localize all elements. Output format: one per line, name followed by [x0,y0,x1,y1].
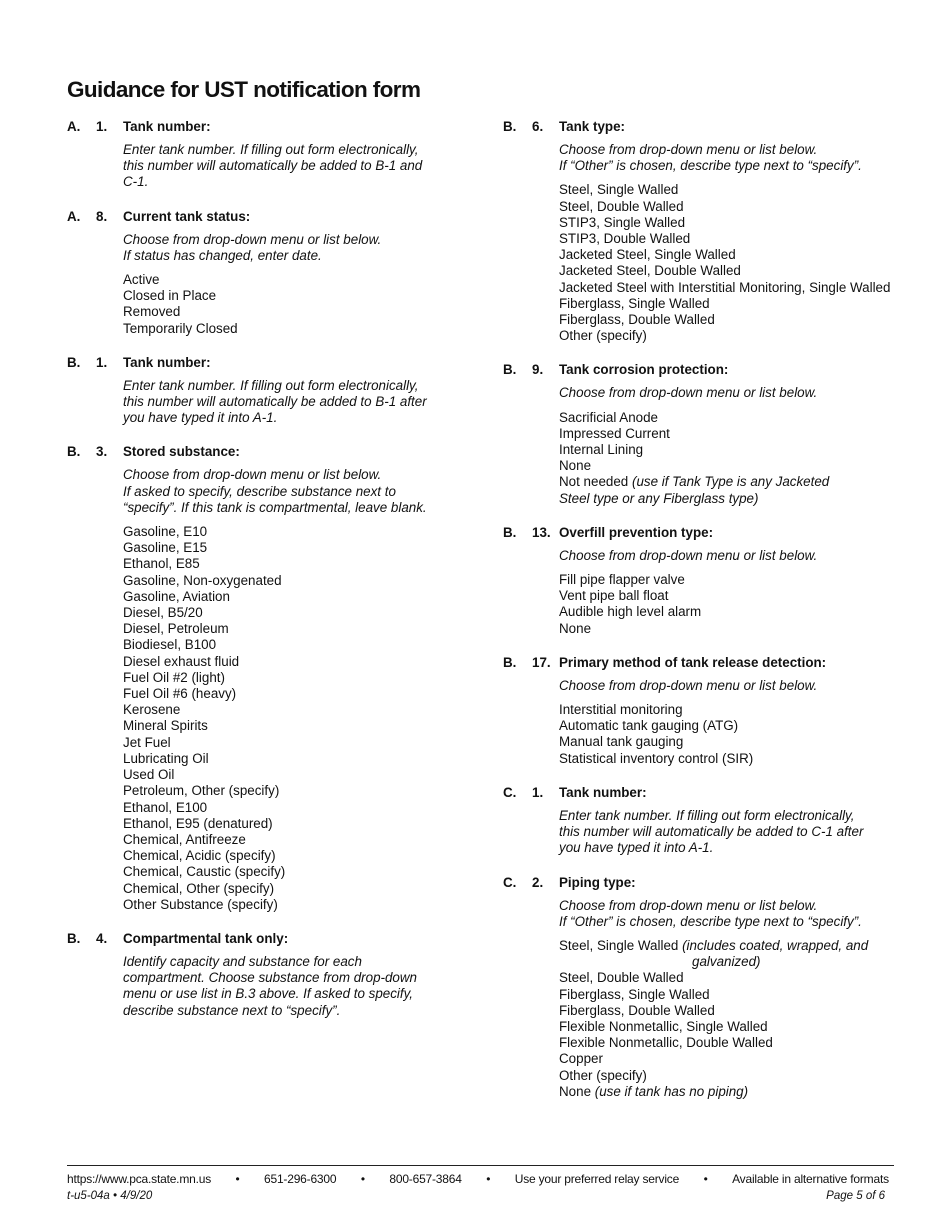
section-b17 [503,654,943,767]
section-number: 9. [532,362,544,378]
option-item: Fiberglass, Single Walled [559,986,710,1002]
section-title: Current tank status: [123,208,251,224]
section-letter: C. [503,874,517,890]
footer-doc-line [67,1190,885,1202]
section-heading [67,930,467,948]
option-item: None [559,620,592,636]
section-letter: B. [67,930,81,946]
footer-phone-tollfree: 800-657-3864 [389,1172,462,1186]
section-title: Piping type: [559,874,636,890]
option-item: Mineral Spirits [123,718,208,734]
section-heading [503,524,943,542]
section-b3 [67,443,467,912]
section-number: 8. [96,208,108,224]
footer-page-number: Page 5 of 6 [826,1190,885,1202]
footer-bullet: • [703,1172,708,1186]
option-item: Other Substance (specify) [123,896,278,912]
section-b6 [503,118,943,344]
option-list [559,938,943,1100]
option-note: (use if Tank Type is any Jacketed [631,474,830,490]
section-title: Tank number: [123,119,211,134]
section-letter: B. [503,362,517,378]
option-label: None [559,1083,592,1099]
option-item: Gasoline, E10 [123,524,208,540]
section-letter: B. [503,524,517,540]
instruction-line: this number will automatically be added to B-1 and [123,158,423,174]
instructions [123,378,467,427]
section-title: Stored substance: [123,444,240,460]
instruction-line: menu or use list in B.3 above. If asked to specify, [123,986,414,1002]
instruction-line: you have typed it into A-1. [559,840,714,856]
option-item [559,474,943,490]
section-heading [503,654,943,672]
section-heading [503,874,943,892]
section-number: 1. [96,119,108,134]
option-item: Fuel Oil #6 (heavy) [123,686,237,702]
option-item: Gasoline, Aviation [123,588,230,604]
option-item: Fiberglass, Double Walled [559,312,715,328]
section-b4 [67,930,467,1019]
section-letter: B. [503,654,517,670]
option-note: (use if tank has no piping) [594,1083,749,1099]
section-number: 3. [96,444,108,460]
option-item: Other (specify) [559,1067,647,1083]
option-note: (includes coated, wrapped, and [682,937,869,953]
section-letter: B. [67,354,81,370]
option-item: Jacketed Steel, Double Walled [559,263,741,279]
option-item: Copper [559,1051,603,1067]
option-item: Steel, Double Walled [559,970,684,986]
footer-doc-id: t-u5-04a [67,1190,110,1202]
option-item: Chemical, Caustic (specify) [123,864,286,880]
instruction-line: Choose from drop-down menu or list below. [559,677,818,693]
section-title: Tank number: [559,784,647,800]
instruction-line: If asked to specify, describe substance next to [123,483,396,499]
instruction-line: Enter tank number. If filling out form electronically, [123,142,419,157]
option-list [559,182,943,344]
section-title: Tank number: [123,354,211,370]
option-item: Fiberglass, Double Walled [559,1002,715,1018]
option-item: Internal Lining [559,442,644,458]
option-list [559,410,943,507]
instruction-line: Choose from drop-down menu or list below. [559,897,818,913]
section-number: 4. [96,930,108,946]
option-item: Flexible Nonmetallic, Double Walled [559,1035,773,1051]
option-item: STIP3, Single Walled [559,214,686,230]
right-column [503,118,943,1117]
option-item: Fill pipe flapper valve [559,572,685,588]
option-list [123,524,467,913]
option-list [559,572,943,637]
option-item: Biodiesel, B100 [123,637,217,653]
option-item: Other (specify) [559,328,647,344]
instructions [559,142,943,174]
section-b1 [67,354,467,427]
section-number: 2. [532,874,544,890]
option-item: Kerosene [123,702,181,718]
section-heading [67,118,467,136]
instruction-line: If “Other” is chosen, describe type next to “specify”. [559,913,862,929]
option-item: Petroleum, Other (specify) [123,783,280,799]
section-letter: A. [67,119,81,134]
section-b9 [503,361,943,506]
footer-bullet: • [113,1190,118,1202]
option-item: Impressed Current [559,425,670,441]
instruction-line: describe substance next to “specify”. [123,1002,341,1018]
option-item: Jacketed Steel with Interstitial Monitoring, Single Walled [559,279,891,295]
option-item [559,938,943,954]
option-note: galvanized) [692,954,761,970]
section-heading [67,354,467,372]
instructions [123,232,467,264]
instructions [123,467,467,516]
instructions [123,954,467,1019]
option-item: Audible high level alarm [559,604,702,620]
option-item: Sacrificial Anode [559,409,658,425]
option-item: Temporarily Closed [123,320,238,336]
option-item: Fiberglass, Single Walled [559,295,710,311]
footer-doc-meta [67,1190,152,1202]
footer-date: 4/9/20 [120,1190,153,1202]
option-item: Steel, Double Walled [559,198,684,214]
option-item: Statistical inventory control (SIR) [559,750,754,766]
option-list [559,702,943,767]
instruction-line: Choose from drop-down menu or list below. [559,142,818,157]
footer-relay: Use your preferred relay service [514,1172,680,1186]
option-item: Closed in Place [123,288,217,304]
instructions [559,808,943,857]
option-item: Chemical, Antifreeze [123,831,246,847]
option-item: Vent pipe ball float [559,588,669,604]
section-heading [503,361,943,379]
footer-bullet: • [235,1172,240,1186]
option-list [123,272,467,337]
footer-bullet: • [486,1172,491,1186]
option-item: Active [123,272,160,288]
instruction-line: If “Other” is chosen, describe type next to “specify”. [559,158,862,174]
instruction-line: Identify capacity and substance for each [123,953,362,969]
left-column [67,118,467,1036]
footer-phone-local: 651-296-6300 [264,1172,337,1186]
option-item: Ethanol, E100 [123,799,208,815]
instruction-line: compartment. Choose substance from drop-down [123,970,417,986]
instruction-line: Choose from drop-down menu or list below. [123,231,382,247]
section-heading [67,443,467,461]
option-item: Chemical, Other (specify) [123,880,275,896]
instruction-line: you have typed it into A-1. [123,410,278,426]
section-number: 1. [532,784,544,800]
option-item: Automatic tank gauging (ATG) [559,718,739,734]
section-heading [67,208,467,226]
option-item: Jet Fuel [123,734,171,750]
instruction-line: this number will automatically be added to C-1 after [559,824,864,840]
option-item: Lubricating Oil [123,750,209,766]
section-letter: C. [503,784,517,800]
section-number: 1. [96,354,108,370]
option-item: Steel, Single Walled [559,182,679,198]
option-item: Manual tank gauging [559,734,684,750]
footer-divider [67,1165,894,1166]
footer-contact-line [67,1172,889,1186]
section-title: Tank type: [559,119,625,134]
instruction-line: this number will automatically be added to B-1 after [123,394,427,410]
option-note: Steel type or any Fiberglass type) [559,490,759,506]
option-item: Fuel Oil #2 (light) [123,669,225,685]
instructions [123,142,467,191]
instruction-line: Enter tank number. If filling out form electronically, [123,377,419,393]
option-item: Ethanol, E95 (denatured) [123,815,273,831]
option-item: Gasoline, E15 [123,540,208,556]
section-letter: B. [67,444,81,460]
option-item: Interstitial monitoring [559,702,683,718]
section-letter: B. [503,119,517,134]
option-item: Flexible Nonmetallic, Single Walled [559,1018,768,1034]
section-heading [503,784,943,802]
option-item: Chemical, Acidic (specify) [123,848,276,864]
option-label: Not needed [559,474,629,490]
option-item: Ethanol, E85 [123,556,200,572]
section-title: Primary method of tank release detection: [559,654,827,670]
section-b13 [503,524,943,637]
option-item [559,1084,943,1100]
option-item: Gasoline, Non-oxygenated [123,572,282,588]
option-item: Used Oil [123,767,175,783]
footer-bullet: • [360,1172,365,1186]
section-c2 [503,874,943,1100]
instructions [559,548,943,564]
instructions [559,898,943,930]
instruction-line: Choose from drop-down menu or list below. [123,467,382,483]
section-number: 17. [532,654,551,670]
section-title: Overfill prevention type: [559,524,714,540]
instruction-line: C-1. [123,174,149,190]
instructions [559,678,943,694]
instructions [559,385,943,401]
option-item: STIP3, Double Walled [559,231,691,247]
option-item: Diesel, Petroleum [123,621,229,637]
section-heading [503,118,943,136]
instruction-line: Choose from drop-down menu or list below. [559,547,818,563]
section-a8 [67,208,467,337]
section-c1 [503,784,943,857]
option-item: Diesel, B5/20 [123,605,203,621]
section-number: 6. [532,119,544,134]
page-title: Guidance for UST notification form [67,77,421,102]
section-title: Tank corrosion protection: [559,362,729,378]
instruction-line: If status has changed, enter date. [123,247,322,263]
footer-url[interactable]: https://www.pca.state.mn.us [67,1172,211,1186]
section-title: Compartmental tank only: [123,930,289,946]
instruction-line: “specify”. If this tank is compartmental, leave blank. [123,499,427,515]
option-item: Jacketed Steel, Single Walled [559,247,736,263]
section-number: 13. [532,524,551,540]
option-item: Diesel exhaust fluid [123,653,240,669]
instruction-line: Enter tank number. If filling out form electronically, [559,807,855,823]
section-letter: A. [67,208,81,224]
option-label: Steel, Single Walled [559,937,679,953]
option-item: Removed [123,304,181,320]
section-a1 [67,118,467,191]
instruction-line: Choose from drop-down menu or list below. [559,385,818,401]
option-item: None [559,458,592,474]
footer-formats: Available in alternative formats [732,1172,889,1186]
